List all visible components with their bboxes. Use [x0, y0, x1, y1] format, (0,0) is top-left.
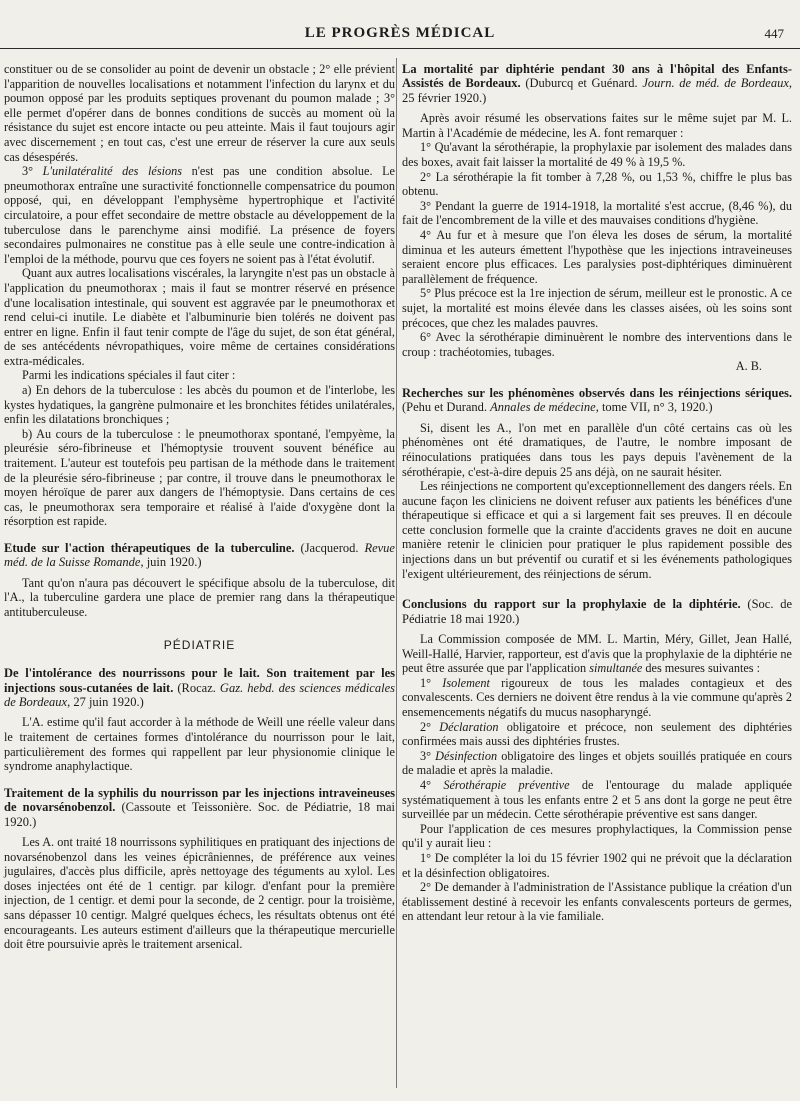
paragraph: Si, disent les A., l'on met en parallèle d'un côté certains cas où les phénomènes ont été dramatiques, de l'autre, le nombre imposant de réinoculations pratiquées dans tous les pays depuis l'avènement de la sérothérapie, c'est-à-dire depuis 25 ans déjà, on ne saurait hésiter. — [402, 420, 792, 479]
italic-run: Sérothérapie préventive — [443, 778, 570, 792]
source-journal: Annales de médecine — [490, 400, 596, 415]
right-column — [402, 62, 792, 924]
column-divider — [396, 58, 397, 1088]
paragraph: Tant qu'on n'aura pas découvert le spécifique absolu de la tuberculose, dit l'A., la tuberculine gardera une place de premier rang dans la thérapeutique antituberculeuse. — [4, 575, 395, 619]
left-column — [0, 62, 395, 952]
article-title — [4, 666, 395, 709]
source-text: , tome VII, n° 3, 1920.) — [595, 400, 713, 415]
italic-run: Isolement — [442, 675, 490, 690]
list-item — [402, 720, 792, 749]
text-run: obligatoire des linges et objets souillés pratiquée en cours de maladie et après la maladie. — [402, 748, 792, 778]
title-text: Traitement de la syphilis du nourrisson par les injections intraveineuses de novarsénobenzol. — [4, 785, 395, 815]
list-item: 4° Au fur et à mesure que l'on éleva les doses de sérum, la mortalité diminua et les auteurs émettent l'hypothèse que les injections intraveineuses seraient encore plus efficaces. Les paralysies post-diphtériques diminuèrent parallèlement de fréquence. — [402, 227, 792, 286]
italic-run: L'unilatéralité des lésions — [42, 164, 183, 179]
title-text: Recherches sur les phénomènes observés dans les réinjections sériques. — [402, 385, 792, 400]
source: (Soc. de Pédiatrie 18 mai 1920.) — [402, 597, 792, 626]
article-title — [4, 786, 395, 829]
running-header — [0, 22, 800, 49]
list-item: 3° Pendant la guerre de 1914-1918, la mortalité s'est accrue, (8,46 %), du fait de l'encombrement de la ville et des mauvaises conditions d'hygiène. — [402, 198, 792, 228]
list-item: 2° De demander à l'administration de l'Assistance publique la création d'un établissement destiné à recevoir les enfants convalescents porteurs de germes, en attendant leur retour à la vie familiale. — [402, 880, 792, 924]
italic-run: Désinfection — [435, 748, 498, 763]
text-run: La Commission composée de MM. L. Martin, Méry, Gillet, Jean Hallé, Weill-Hallé, Harvier, rapporteur, est d'avis que la prophylaxie de la diphtérie ne peut être assurée que par l'application — [402, 632, 792, 676]
title-text: Etude sur l'action thérapeutiques de la tuberculine. — [4, 541, 295, 555]
source-journal: Revue méd. de la Suisse Romande — [4, 541, 395, 570]
article-title — [402, 62, 792, 105]
title-text: La mortalité par diphtérie pendant 30 ans à l'hôpital des Enfants-Assistés de Bordeaux. — [402, 62, 792, 91]
source-text: , 25 février 1920.) — [402, 76, 792, 105]
text-run: des mesures suivantes : — [642, 661, 761, 676]
paragraph: Après avoir résumé les observations faites sur le même sujet par M. L. Martin à l'Académie de médecine, les A. font remarquer : — [402, 111, 792, 140]
paragraph: b) Au cours de la tuberculose : le pneumothorax spontané, l'empyème, la pleurésie séro-fibrineuse et l'hémoptysie trouvent souvent bénéfice au traitement. L'auteur est toutefois peu partisan de la méthode dans le traitement de la pleurésie séro-fibrineuse ; par contre, il trouve dans le pneumothorax le moyen héroïque de parer aux dangers de l'hémoptysie. Dans certains de ces cas, le pneumothorax sera temporaire et réalisé à l'aide d'oxygène dont la résorption est rapide. — [4, 426, 395, 529]
paragraph: L'A. estime qu'il faut accorder à la méthode de Weill une réelle valeur dans le traitement de certaines formes d'intolérance du nourrisson pour le lait, particulièrement des formes qui rappellent par leur physionomie clinique le syndrome anaphylactique. — [4, 715, 395, 774]
list-item — [402, 749, 792, 778]
list-item: 1° Qu'avant la sérothérapie, la prophylaxie par isolement des malades dans des boxes, avait fait laisser la mortalité de 49 % à 19,5 %. — [402, 140, 792, 169]
list-item: 5° Plus précoce est la 1re injection de sérum, meilleur est le pronostic. A ce sujet, la mortalité est moins élevée dans les classes aisées, où les soins sont précoces, que chez les malades pauvres. — [402, 286, 792, 330]
section-heading: PÉDIATRIE — [163, 637, 236, 652]
source-text: (Pehu et Durand. — [402, 400, 491, 415]
source — [402, 400, 713, 414]
list-item: 6° Avec la sérothérapie diminuèrent le nombre des interventions dans le croup : trachéotomies, tubages. — [402, 330, 792, 359]
article-title — [4, 541, 395, 570]
paragraph: a) En dehors de la tuberculose : les abcès du poumon et de l'interlobe, les kystes hydatiques, la gangrène pulmonaire et les bronchites fétides unilatérales, enfin les dilatations bronchiques ; — [4, 383, 395, 427]
list-item: 1° De compléter la loi du 15 février 1902 qui ne prévoit que la déclaration et la désinfection obligatoires. — [402, 850, 792, 880]
text-run: 3° — [22, 164, 43, 179]
source-journal: Gaz. hebd. des sciences médicales de Bordeaux — [4, 680, 395, 709]
article-title — [402, 386, 792, 415]
paragraph — [402, 632, 792, 676]
paragraph: Les A. ont traité 18 nourrissons syphilitiques en pratiquant des injections de novarsénobenzol dans les veines épicrâniennes, de préférence aux veines jugulaires, d'accès plus difficile, après nettoyage des téguments au xylol. Les doses injectées ont été de 1 centigr. par kilogr. d'enfant pour la première injection, de 1 centigr. et demi pour la seconde, de 2 centigr. pour la troisième, sans dépasser 10 centigr. Malgré quelques échecs, les résultats obtenus ont été encourageants. Les auteurs estiment d'ailleurs que la thérapeutique mercurielle doit être poursuivie après le traitement arsenical. — [4, 835, 395, 952]
text-run: 4° — [420, 778, 444, 792]
list-item: 2° La sérothérapie la fit tomber à 7,28 %, ou 1,53 %, chiffre le plus bas obtenu. — [402, 169, 792, 199]
page-number: 447 — [764, 26, 784, 41]
paragraph: Quant aux autres localisations viscérales, la laryngite n'est pas un obstacle à l'application du pneumothorax ; mais il faut se montrer réservé en présence d'une localisation intestinale, qui souvent est aggravée par le pneumothorax et rend celui-ci inutile. Le diabète et l'albuminurie bien tolérés ne doivent pas entrer en ligne. Enfin il faut tenir compte de l'âge du sujet, de son état général, de ses antécédents névropathiques, voire même de certaines considérations extra-médicales. — [4, 266, 395, 368]
source: (Cassoute et Teissonière. Soc. de Pédiatrie, 18 mai 1920.) — [4, 800, 396, 829]
paragraph: Parmi les indications spéciales il faut citer : — [22, 368, 236, 383]
paragraph: Les réinjections ne comportent qu'exceptionnellement des dangers réels. En aucune façon les cliniciens ne doivent refuser aux patients les bénéfices d'une thérapeutique si efficace et qui a si largement fait ses preuves. Il en découle cette conclusion formelle que la crainte d'accidents graves ne doit en aucune manière retenir le clinicien pour pratiquer le plus rapidement possible des injections dans un but préventif ou curatif et si les événements pathologiques l'exigent ultérieurement, des réinjections de sérum. — [402, 479, 792, 581]
text-run: obligatoire et précoce, non seulement des diphtéries confirmées mais aussi des diphtéries frustes. — [402, 719, 792, 749]
list-item — [402, 778, 792, 822]
text-run: 3° — [420, 748, 436, 763]
text-run: n'est pas une condition absolue. Le pneumothorax entraîne une suractivité fonctionnelle compensatrice du poumon opposé, qui, en développant l'emphysème hypertrophique et l'activité circulatoire, a pour effet secondaire de mettre obstacle au développement de la tuberculose dans le parenchyme ainsi modifié. La présence de foyers secondaires pulmonaires ne constitue pas à elle seule une contre-indication à l'emploi de la méthode, pourvu que ces foyers ne soient pas à l'état évolutif. — [4, 164, 395, 266]
text-run: 2° — [420, 719, 440, 734]
title-text: De l'intolérance des nourrissons pour le lait. Son traitement par les injections sous-cutanées de lait. — [4, 666, 395, 695]
text-run: 1° — [420, 675, 443, 690]
paragraph: Pour l'application de ces mesures prophylactiques, la Commission pense qu'il y aurait lieu : — [402, 821, 792, 851]
italic-run: Déclaration — [439, 719, 499, 734]
text-run: de l'entourage du malade appliquée systématiquement à tous les enfants entre 2 et 5 ans dont la gorge ne peut être surveillée par un médecin. Cette sérothérapie préventive est sans danger. — [402, 778, 792, 822]
paragraph — [4, 164, 395, 266]
journal-title: LE PROGRÈS MÉDICAL — [304, 25, 496, 41]
source-text: (Rocaz. — [173, 680, 220, 695]
list-item — [402, 676, 792, 720]
paragraph: constituer ou de se consolider au point de devenir un obstacle ; 2° elle prévient l'apparition de nouvelles localisations et notamment l'infection du larynx et du poumon opposé par les produits septiques provenant du poumon malade ; 3° elle permet d'opérer dans de bonnes conditions de succès au moment où la résistance du sujet est encore intacte ou peu atteinte. Mais il faut toujours agir avec discernement ; en tout cas, c'est une erreur de réserver la cure aux seuls cas désespérés. — [4, 62, 395, 164]
title-text: Conclusions du rapport sur la prophylaxie de la diphtérie. — [402, 597, 741, 612]
article-title — [402, 597, 792, 626]
text-run: rigoureux de tous les malades contagieux et des convalescents. Ces derniers ne doivent être rendus à la vie commune qu'après 2 ensemencements négatifs du mucus nasopharyngé. — [402, 675, 793, 720]
source-text: (Jacquerod. — [294, 541, 365, 555]
source-text: , juin 1920.) — [140, 555, 202, 570]
signature-initials: A. B. — [735, 359, 762, 374]
source-text: (Duburcq et Guénard. — [520, 76, 643, 91]
italic-run: simultanée — [589, 661, 643, 676]
source-text: , 27 juin 1920.) — [67, 695, 144, 709]
source-journal: Journ. de méd. de Bordeaux — [642, 76, 789, 91]
